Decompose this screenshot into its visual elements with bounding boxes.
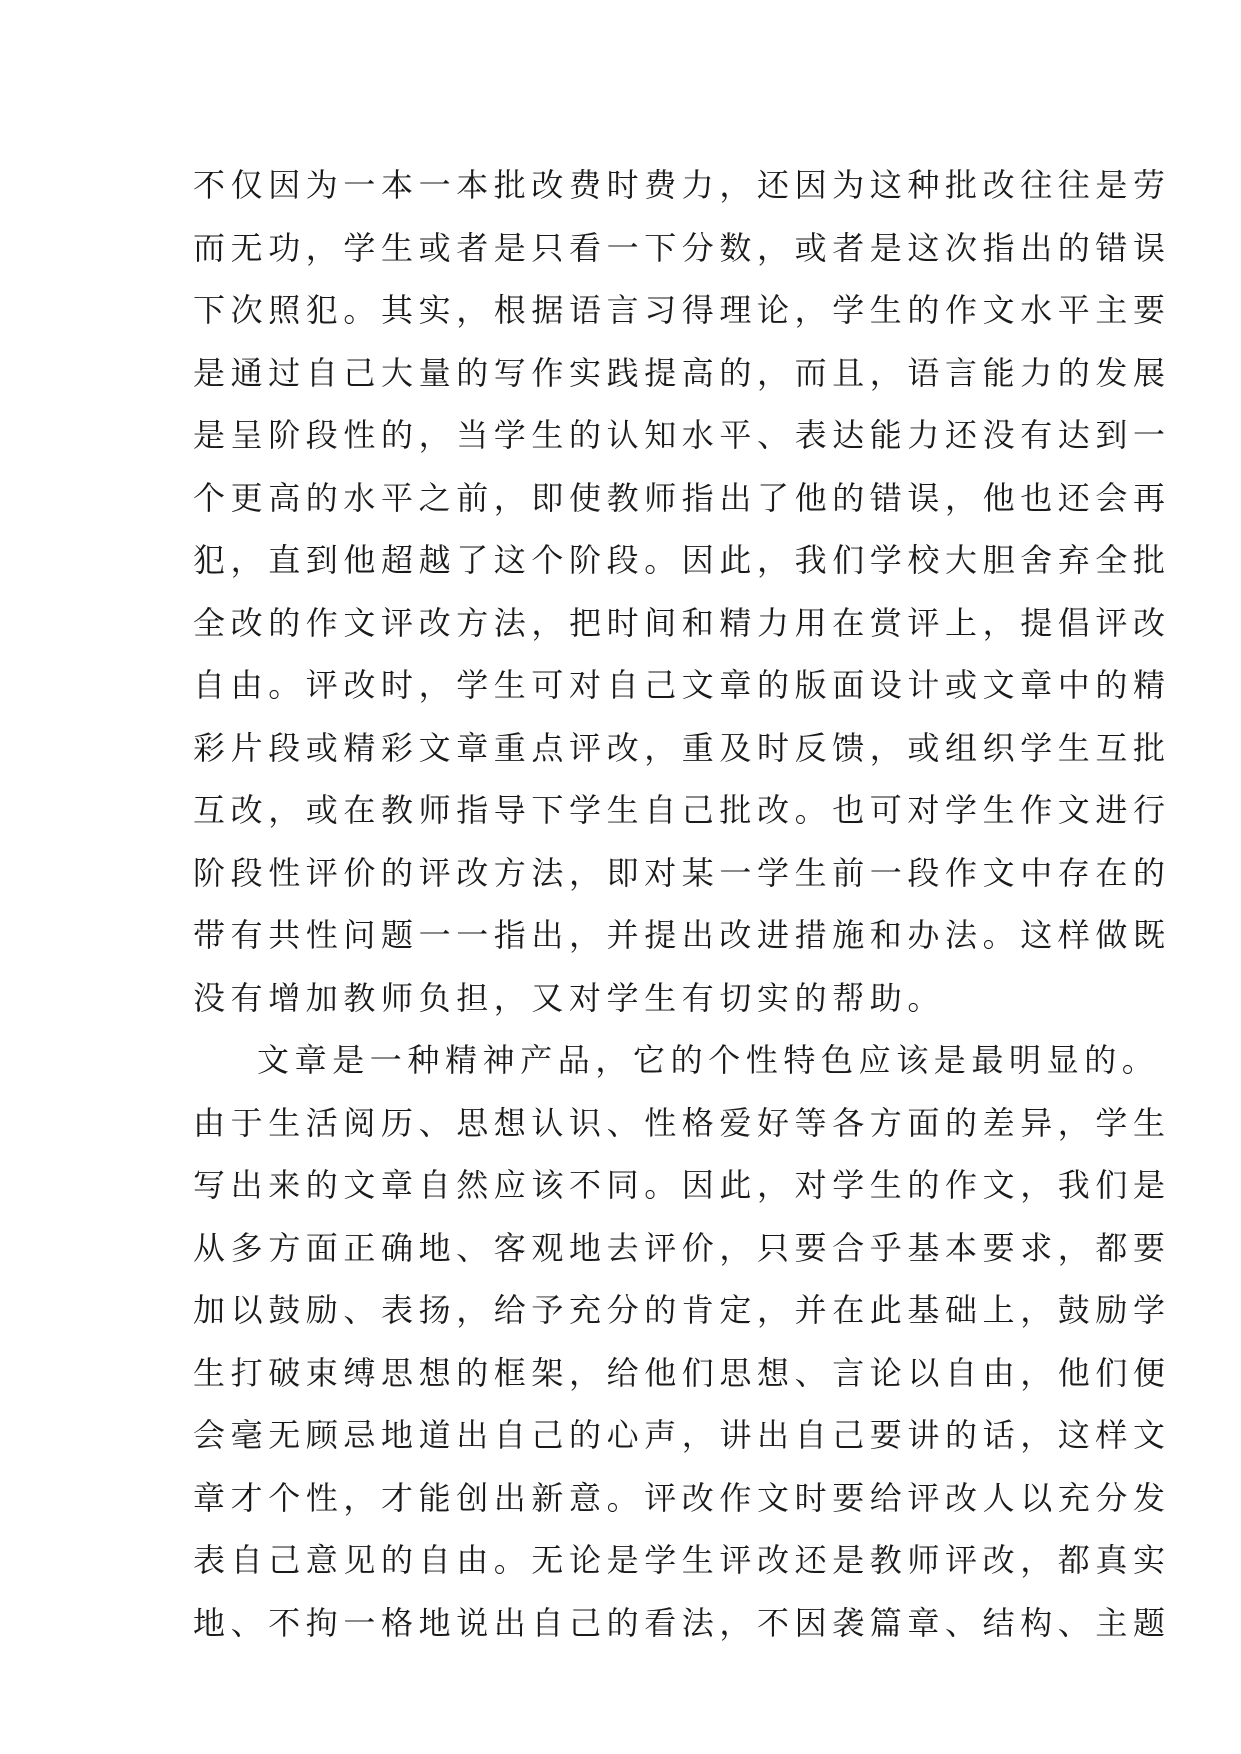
text-line: 加以鼓励、表扬，给予充分的肯定，并在此基础上，鼓励学 — [193, 1291, 1171, 1329]
text-line: 个更高的水平之前，即使教师指出了他的错误，他也还会再 — [193, 478, 1171, 517]
text-line: 没有增加教师负担，又对学生有切实的帮助。 — [193, 978, 946, 1017]
text-line: 犯，直到他超越了这个阶段。因此，我们学校大胆舍弃全批 — [193, 541, 1171, 579]
text-line: 全改的作文评改方法，把时间和精力用在赏评上，提倡评改 — [193, 603, 1171, 642]
text-line: 是呈阶段性的，当学生的认知水平、表达能力还没有达到一 — [193, 416, 1171, 454]
text-line: 是通过自己大量的写作实践提高的，而且，语言能力的发展 — [193, 353, 1171, 392]
paragraph-first-line: 文章是一种精神产品，它的个性特色应该是最明显的。 — [257, 1041, 1160, 1079]
text-line: 章才个性，才能创出新意。评改作文时要给评改人以充分发 — [193, 1478, 1171, 1517]
text-line: 生打破束缚思想的框架，给他们思想、言论以自由，他们便 — [193, 1353, 1171, 1392]
text-line: 彩片段或精彩文章重点评改，重及时反馈，或组织学生互批 — [193, 728, 1171, 767]
text-line: 自由。评改时，学生可对自己文章的版面设计或文章中的精 — [193, 666, 1171, 704]
text-line: 带有共性问题一一指出，并提出改进措施和办法。这样做既 — [193, 916, 1171, 954]
text-line: 由于生活阅历、思想认识、性格爱好等各方面的差异，学生 — [193, 1103, 1171, 1142]
text-line: 不仅因为一本一本批改费时费力，还因为这种批改往往是劳 — [193, 166, 1171, 204]
text-line: 互改，或在教师指导下学生自己批改。也可对学生作文进行 — [193, 791, 1171, 829]
text-line: 下次照犯。其实，根据语言习得理论，学生的作文水平主要 — [193, 291, 1171, 329]
text-line: 表自己意见的自由。无论是学生评改还是教师评改，都真实 — [193, 1541, 1171, 1579]
text-line: 从多方面正确地、客观地去评价，只要合乎基本要求，都要 — [193, 1228, 1171, 1267]
text-line: 地、不拘一格地说出自己的看法，不因袭篇章、结构、主题 — [193, 1603, 1171, 1642]
text-line: 而无功，学生或者是只看一下分数，或者是这次指出的错误 — [193, 228, 1171, 267]
body-text — [193, 154, 1171, 1654]
text-line: 会毫无顾忌地道出自己的心声，讲出自己要讲的话，这样文 — [193, 1416, 1171, 1454]
text-line: 阶段性评价的评改方法，即对某一学生前一段作文中存在的 — [193, 853, 1171, 892]
text-line: 写出来的文章自然应该不同。因此，对学生的作文，我们是 — [193, 1166, 1171, 1204]
